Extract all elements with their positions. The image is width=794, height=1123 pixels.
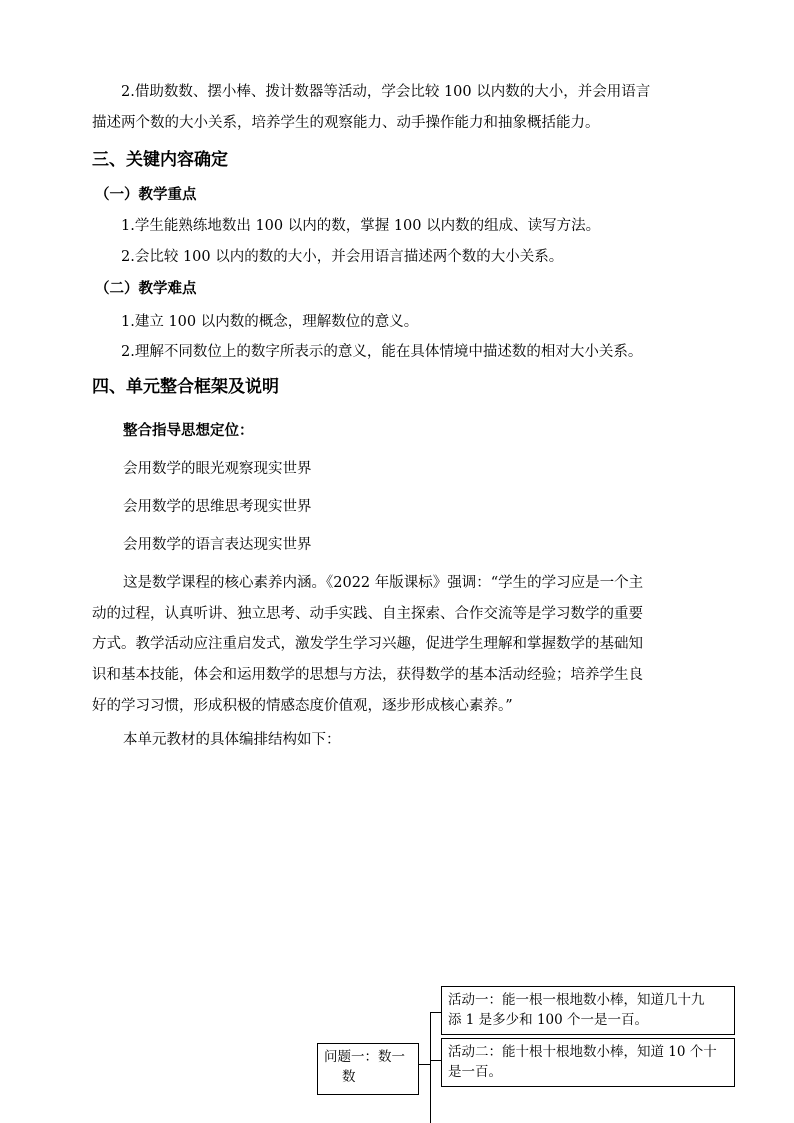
key-point-2: 2.会比较 100 以内的数的大小，并会用语言描述两个数的大小关系。 (121, 249, 564, 265)
goal-2-line-2: 描述两个数的大小关系，培养学生的观察能力、动手操作能力和抽象概括能力。 (92, 115, 600, 131)
guide-line-3: 会用数学的语言表达现实世界 (123, 537, 312, 553)
problem-1-line-2: 数 (342, 1069, 356, 1085)
difficulty-2: 2.理解不同数位上的数字所表示的意义，能在具体情境中描述数的相对大小关系。 (121, 344, 643, 360)
paragraph-line-4: 识和基本技能，体会和运用数学的思想与方法，获得数学的基本活动经验；培养学生良 (92, 667, 643, 683)
connector-vertical (430, 1012, 431, 1123)
activity-2-box (441, 1038, 735, 1087)
problem-1-line-1: 问题一：数一 (324, 1049, 405, 1065)
section-4-heading: 四、单元整合框架及说明 (92, 377, 279, 397)
connector-activity-1 (430, 1012, 441, 1013)
paragraph-line-5: 好的学习习惯，形成积极的情感态度价值观，逐步形成核心素养。” (92, 698, 513, 714)
goal-2-line-1: 2.借助数数、摆小棒、拨计数器等活动，学会比较 100 以内数的大小，并会用语言 (121, 84, 651, 100)
key-point-1: 1.学生能熟练地数出 100 以内的数，掌握 100 以内数的组成、读写方法。 (121, 218, 601, 234)
difficulties-heading: （二）教学难点 (95, 281, 197, 297)
guide-line-2: 会用数学的思维思考现实世界 (123, 499, 312, 515)
guide-heading: 整合指导思想定位： (123, 423, 254, 439)
structure-intro: 本单元教材的具体编排结构如下： (123, 732, 341, 748)
paragraph-line-1: 这是数学课程的核心素养内涵。《2022 年版课标》强调：“学生的学习应是一个主 (123, 575, 644, 591)
connector-activity-2 (430, 1060, 441, 1061)
section-3-heading: 三、关键内容确定 (92, 150, 228, 170)
activity-1-line-1: 活动一：能一根一根地数小棒，知道几十九 (448, 992, 705, 1008)
problem-1-box (317, 1043, 419, 1095)
activity-2-line-1: 活动二：能十根十根地数小棒，知道 10 个十 (448, 1044, 717, 1060)
activity-1-line-2: 添 1 是多少和 100 个一是一百。 (448, 1012, 649, 1028)
difficulty-1: 1.建立 100 以内数的概念，理解数位的意义。 (121, 314, 419, 330)
paragraph-line-3: 方式。教学活动应注重启发式，激发学生学习兴趣，促进学生理解和掌握数学的基础知 (92, 636, 643, 652)
key-points-heading: （一）教学重点 (95, 187, 197, 203)
activity-2-line-2: 是一百。 (448, 1064, 502, 1080)
guide-line-1: 会用数学的眼光观察现实世界 (123, 461, 312, 477)
activity-1-box (441, 986, 735, 1035)
paragraph-line-2: 动的过程，认真听讲、独立思考、动手实践、自主探索、合作交流等是学习数学的重要 (92, 606, 643, 622)
